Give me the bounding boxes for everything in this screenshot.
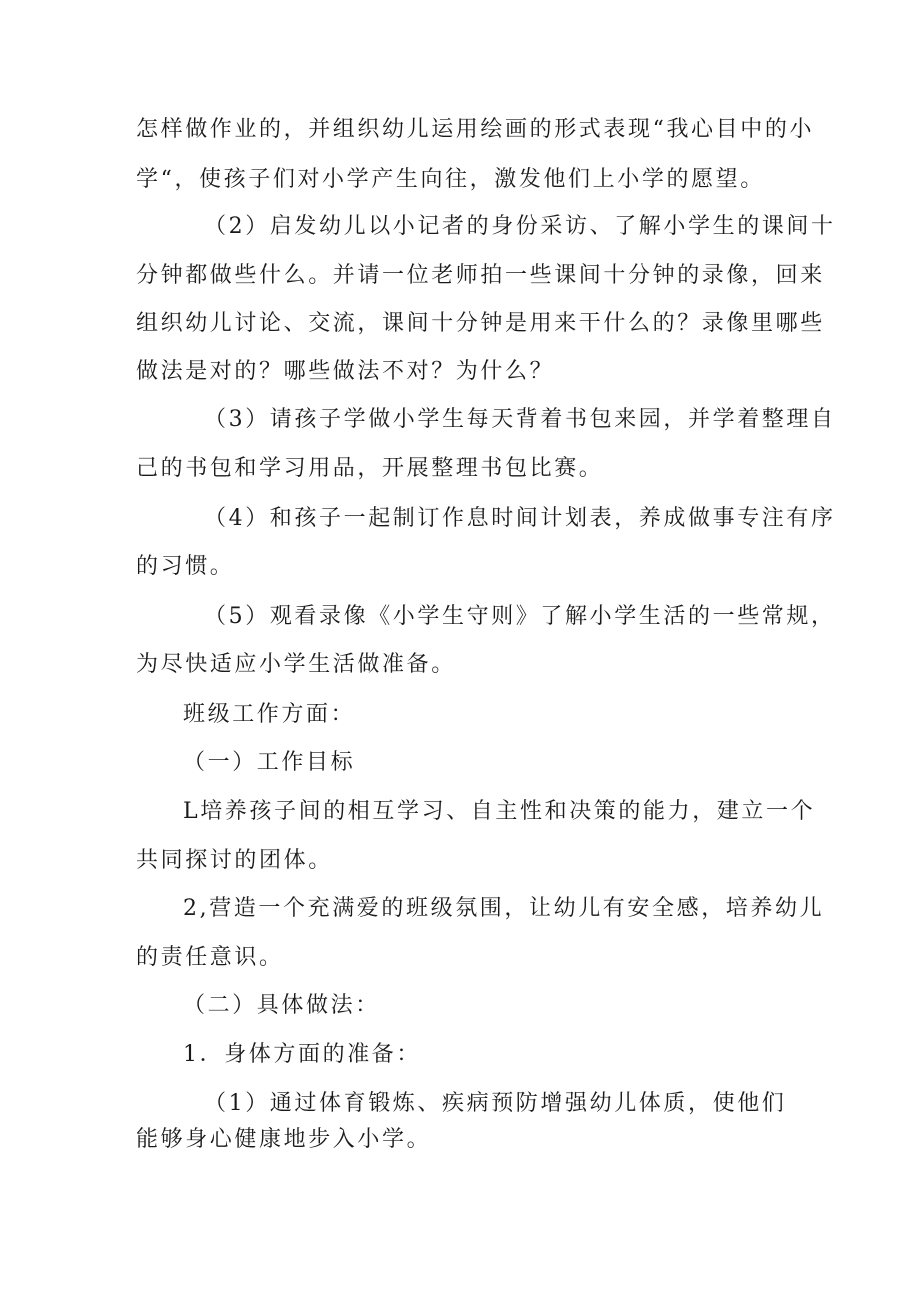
paragraph-line: （4）和孩子一起制订作息时间计划表，养成做事专注有序 xyxy=(204,506,836,531)
paragraph-line: 做法是对的？哪些做法不对？为什么？ xyxy=(136,359,555,384)
paragraph-line: 为尽快适应小学生活做准备。 xyxy=(136,652,456,677)
paragraph-line: （3）请孩子学做小学生每天背着书包来园，并学着整理自 xyxy=(204,407,836,432)
paragraph-line: （5）观看录像《小学生守则》了解小学生活的一些常规， xyxy=(204,604,836,629)
paragraph-line: 2,营造一个充满爱的班级氛围，让幼儿有安全感，培养幼儿 xyxy=(183,896,825,921)
subsection-heading: （一）工作目标 xyxy=(183,750,356,775)
paragraph-line: 己的书包和学习用品，开展整理书包比赛。 xyxy=(136,456,604,481)
paragraph-line: 学“，使孩子们对小学产生向往，激发他们上小学的愿望。 xyxy=(136,167,765,192)
paragraph-line: （1）通过体育锻炼、疾病预防增强幼儿体质，使他们 xyxy=(204,1091,787,1116)
list-heading: 1．身体方面的准备： xyxy=(183,1042,421,1067)
paragraph-line: 分钟都做些什么。并请一位老师拍一些课间十分钟的录像，回来 xyxy=(136,263,825,288)
paragraph-line: L培养孩子间的相互学习、自主性和决策的能力，建立一个 xyxy=(183,799,816,824)
paragraph-line: 组织幼儿讨论、交流，课间十分钟是用来干什么的？录像里哪些 xyxy=(136,311,825,336)
subsection-heading: （二）具体做法： xyxy=(183,993,380,1018)
paragraph-line: 能够身心健康地步入小学。 xyxy=(136,1127,432,1152)
paragraph-line: 的习惯。 xyxy=(136,554,235,579)
paragraph-line: （2）启发幼儿以小记者的身份采访、了解小学生的课间十 xyxy=(204,214,836,239)
paragraph-line: 怎样做作业的，并组织幼儿运用绘画的形式表现“我心目中的小 xyxy=(136,117,815,142)
section-heading: 班级工作方面： xyxy=(183,702,356,727)
paragraph-line: 共同探讨的团体。 xyxy=(136,848,333,873)
paragraph-line: 的责任意识。 xyxy=(136,945,284,970)
